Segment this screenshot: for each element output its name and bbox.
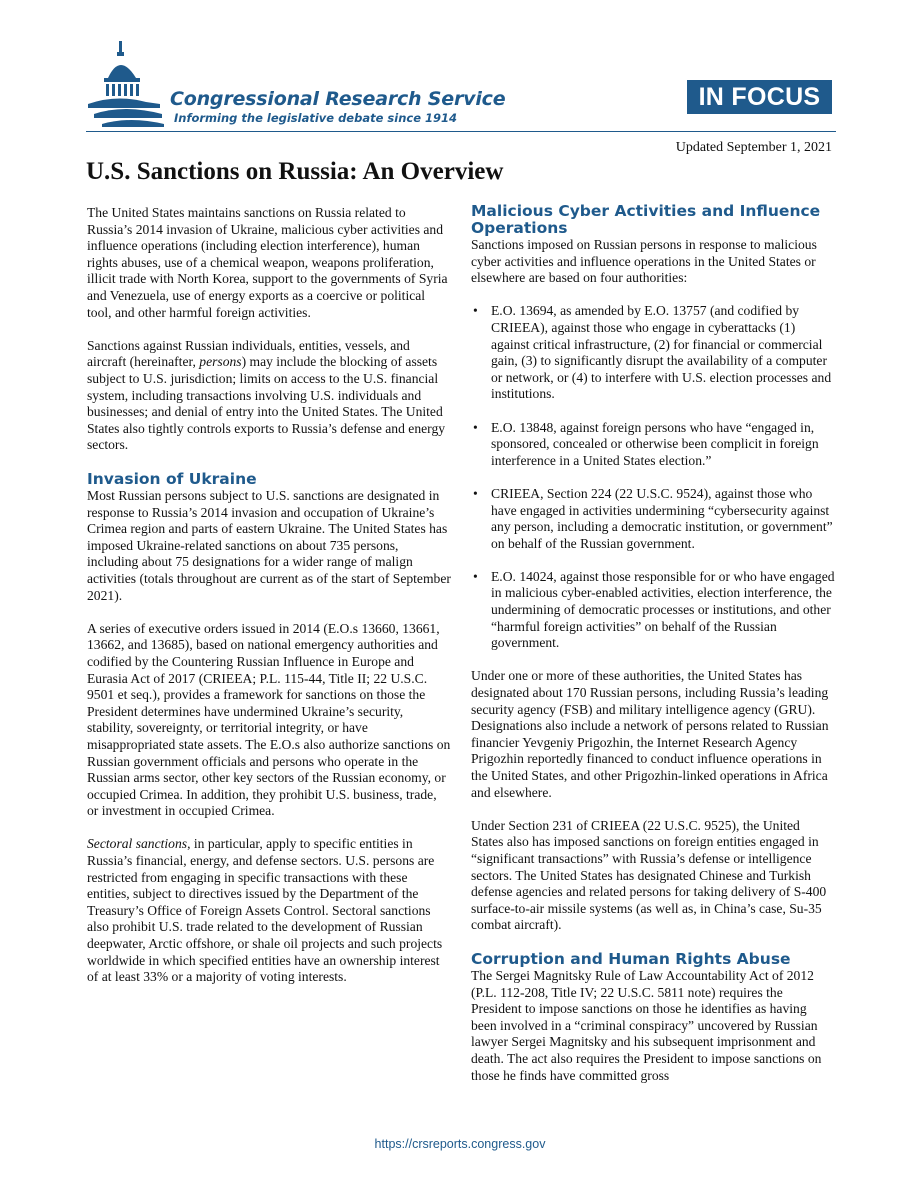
org-tagline: Informing the legislative debate since 1914 [174,111,458,125]
bullet-icon: • [473,303,478,319]
in-focus-badge: IN FOCUS [687,80,832,114]
intro-paragraph-2: Sanctions against Russian individuals, entities, vessels, and aircraft (hereinafter, persons) may include the blocking of assets subject to U.S. jurisdiction; limits on access to the U.S. financial system, including transactions involving U.S. individuals and businesses; and denial of entry into the United States. The United States also tightly controls exports to Russia’s defense and energy sectors. [87,337,446,453]
bullet-icon: • [473,485,478,501]
ukraine-paragraph-3: Sectoral sanctions, in particular, apply to specific entities in Russia’s financial, energy, and defense sectors. U.S. persons are restricted from engaging in specific transactions with these entities, subject to directives issued by the Department of the Treasury’s Office of Foreign Assets Control. Sectoral sanctions also prohibit U.S. trade related to the development of Russian deepwater, Arctic offshore, or shale oil projects and such projects worldwide in which specified entities have an ownership interest of at least 33% or a majority of voting interests. [87,836,443,985]
cyber-paragraph-1: Sanctions imposed on Russian persons in response to malicious cyber activities and influence operations in the United States or elsewhere are based on four authorities: [471,237,817,286]
capitol-dome-icon [86,38,166,130]
header-divider [86,131,836,132]
page-title: U.S. Sanctions on Russia: An Overview [86,158,504,185]
cyber-paragraph-3: Under Section 231 of CRIEEA (22 U.S.C. 9525), the United States also has imposed sanctions on foreign entities engaged in “significant transactions” with Russia’s defense or intelligence sectors. The United States has designated Chinese and Turkish defense agencies and related persons for taking delivery of S-400 surface-to-air missile systems (as well as, in China’s case, Su-35 combat aircraft). [471,817,827,933]
persons-term: persons [199,354,242,370]
report-header [86,38,836,134]
section-heading-human-rights: Corruption and Human Rights Abuse [471,949,791,968]
intro-paragraph-1: The United States maintains sanctions on Russia related to Russia’s 2014 invasion of Ukraine, malicious cyber activities and influence operations (including election interference), human rights abuses, use of a chemical weapon, weapons proliferation, illicit trade with North Korea, support to the governments of Syria and Venezuela, use of energy exports as a coercive or political tool, and other harmful foreign activities. [87,205,448,320]
bullet-icon: • [473,419,478,435]
ukraine-paragraph-2: A series of executive orders issued in 2014 (E.O.s 13660, 13661, 13662, and 13685), based on national emergency authorities and codified by the Countering Russian Influence in Europe and Eurasia Act of 2017 (CRIEEA; P.L. 115-44, Title II; 22 U.S.C. 9501 et seq.), provides a framework for sanctions on those the President determines have undermined Ukraine’s security, stability, sovereignty, or territorial integrity, or have misappropriated state assets. The E.O.s also authorize sanctions on Russian government officials and persons who operate in the Russian arms sector, other key sectors of the Russian economy, or occupied Crimea. In addition, they prohibit U.S. business, trade, or investment in occupied Crimea. [87,620,451,819]
ukraine-paragraph-1: Most Russian persons subject to U.S. sanctions are designated in response to Russia’s 2014 invasion and occupation of Ukraine’s Crimea region and parts of eastern Ukraine. The United States has imposed Ukraine-related sanctions on about 735 persons, including about 75 designations for a wider range of malign activities (totals throughout are current as of the start of September 2021). [87,488,451,603]
section-heading-cyber: Malicious Cyber Activities and Influence Operations [471,202,821,237]
cyber-paragraph-2: Under one or more of these authorities, the United States has designated about 170 Russian persons, including Russia’s leading security agency (FSB) and military intelligence agency (GRU). Designations also include a network of persons related to Russian financier Yevgeniy Prigozhin, the Internet Research Agency Prigozhin reportedly financed to conduct influence operations in the United States, and other Prigozhin-linked operations in Africa and elsewhere. [471,668,829,800]
section-heading-ukraine: Invasion of Ukraine [87,469,257,488]
authorities-list [471,303,835,651]
left-column [87,205,451,1002]
list-item: • E.O. 13694, as amended by E.O. 13757 (and codified by CRIEEA), against those who engage in cyberattacks (1) against critical infrastructure, (2) for financial or commercial gain, (3) to significantly disrupt the availability of a computer or network, or (4) to interfere with U.S. election processes and institutions. [473,303,832,402]
footer-url-link[interactable]: https://crsreports.congress.gov [374,1137,546,1151]
sectoral-sanctions-term: Sectoral sanctions [87,836,188,852]
bullet-icon: • [473,568,478,584]
rights-paragraph-1: The Sergei Magnitsky Rule of Law Accountability Act of 2012 (P.L. 112-208, Title IV; 22 U.S.C. 5811 note) requires the President to impose sanctions on those he identifies as having been involved in a “criminal conspiracy” uncovered by Russian lawyer Sergei Magnitsky and his subsequent imprisonment and death. The act also requires the President to impose sanctions on those he finds have committed gross [471,968,822,1083]
right-column [471,203,835,1101]
list-item: • E.O. 14024, against those responsible for or who have engaged in malicious cyber-enabled activities, election interference, the undermining of democratic processes or institutions, and other “harmful foreign activities” on behalf of the Russian government. [473,568,835,651]
org-name: Congressional Research Service [170,88,506,110]
list-item: • CRIEEA, Section 224 (22 U.S.C. 9524), against those who have engaged in activities undermining “cybersecurity against any person, including a democratic institution, or government” on behalf of the Russian government. [473,485,833,551]
updated-date: Updated September 1, 2021 [675,140,832,155]
list-item: • E.O. 13848, against foreign persons who have “engaged in, sponsored, concealed or otherwise been complicit in foreign interference in a United States election.” [473,419,819,468]
